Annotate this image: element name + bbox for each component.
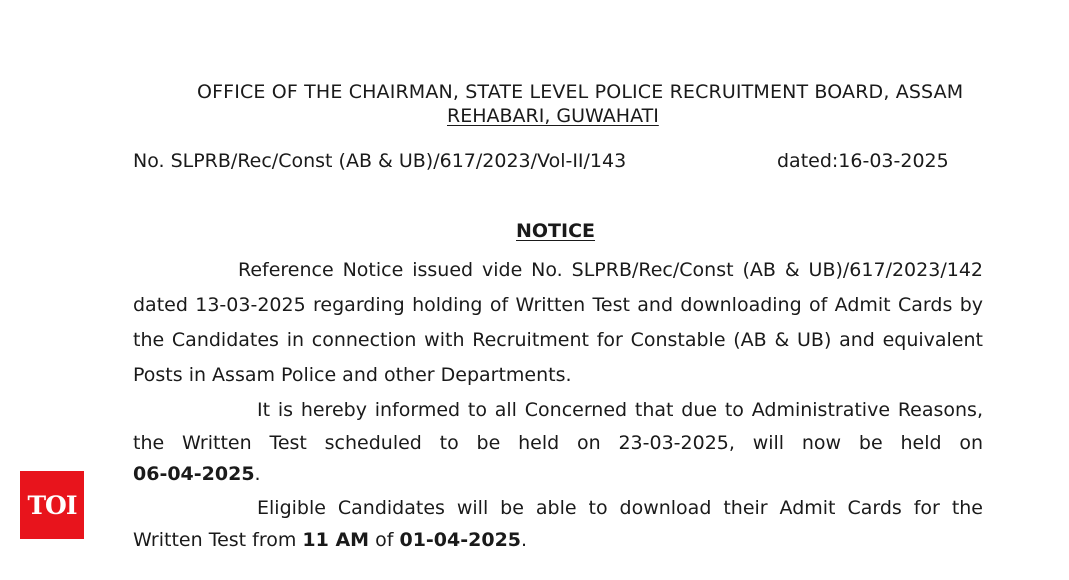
reference-number: No. SLPRB/Rec/Const (AB & UB)/617/2023/Vol-II/143 [133, 150, 627, 172]
paragraph2-end: . [254, 463, 261, 485]
office-location: REHABARI, GUWAHATI [447, 105, 659, 127]
paragraph3-end: . [521, 529, 528, 551]
paragraph1-line2: dated 13-03-2025 regarding holding of Written Test and downloading of Admit Cards by [133, 294, 983, 316]
reference-date: dated:16-03-2025 [777, 150, 949, 172]
admit-card-date: 01-04-2025 [399, 529, 522, 551]
paragraph1-line4: Posts in Assam Police and other Departments. [133, 364, 572, 386]
paragraph3-line1: Eligible Candidates will be able to download their Admit Cards for the [257, 497, 983, 519]
toi-logo [20, 471, 84, 539]
paragraph3-mid: of [369, 529, 400, 551]
paragraph1-line3: the Candidates in connection with Recruitment for Constable (AB & UB) and equivalent [133, 329, 983, 351]
paragraph2-line2: the Written Test scheduled to be held on 23-03-2025, will now be held on [133, 432, 983, 454]
paragraph2-line3 [133, 462, 261, 486]
paragraph3-prefix: Written Test from [133, 529, 303, 551]
paragraph1-line1: Reference Notice issued vide No. SLPRB/Rec/Const (AB & UB)/617/2023/142 [238, 259, 983, 281]
notice-title: NOTICE [516, 220, 596, 242]
new-exam-date: 06-04-2025 [133, 463, 255, 485]
admit-card-time: 11 AM [302, 529, 370, 551]
toi-logo-text: TOI [27, 490, 77, 520]
paragraph3-line2 [133, 528, 527, 552]
office-heading: OFFICE OF THE CHAIRMAN, STATE LEVEL POLICE RECRUITMENT BOARD, ASSAM [197, 81, 964, 103]
paragraph2-line1: It is hereby informed to all Concerned that due to Administrative Reasons, [257, 399, 983, 421]
